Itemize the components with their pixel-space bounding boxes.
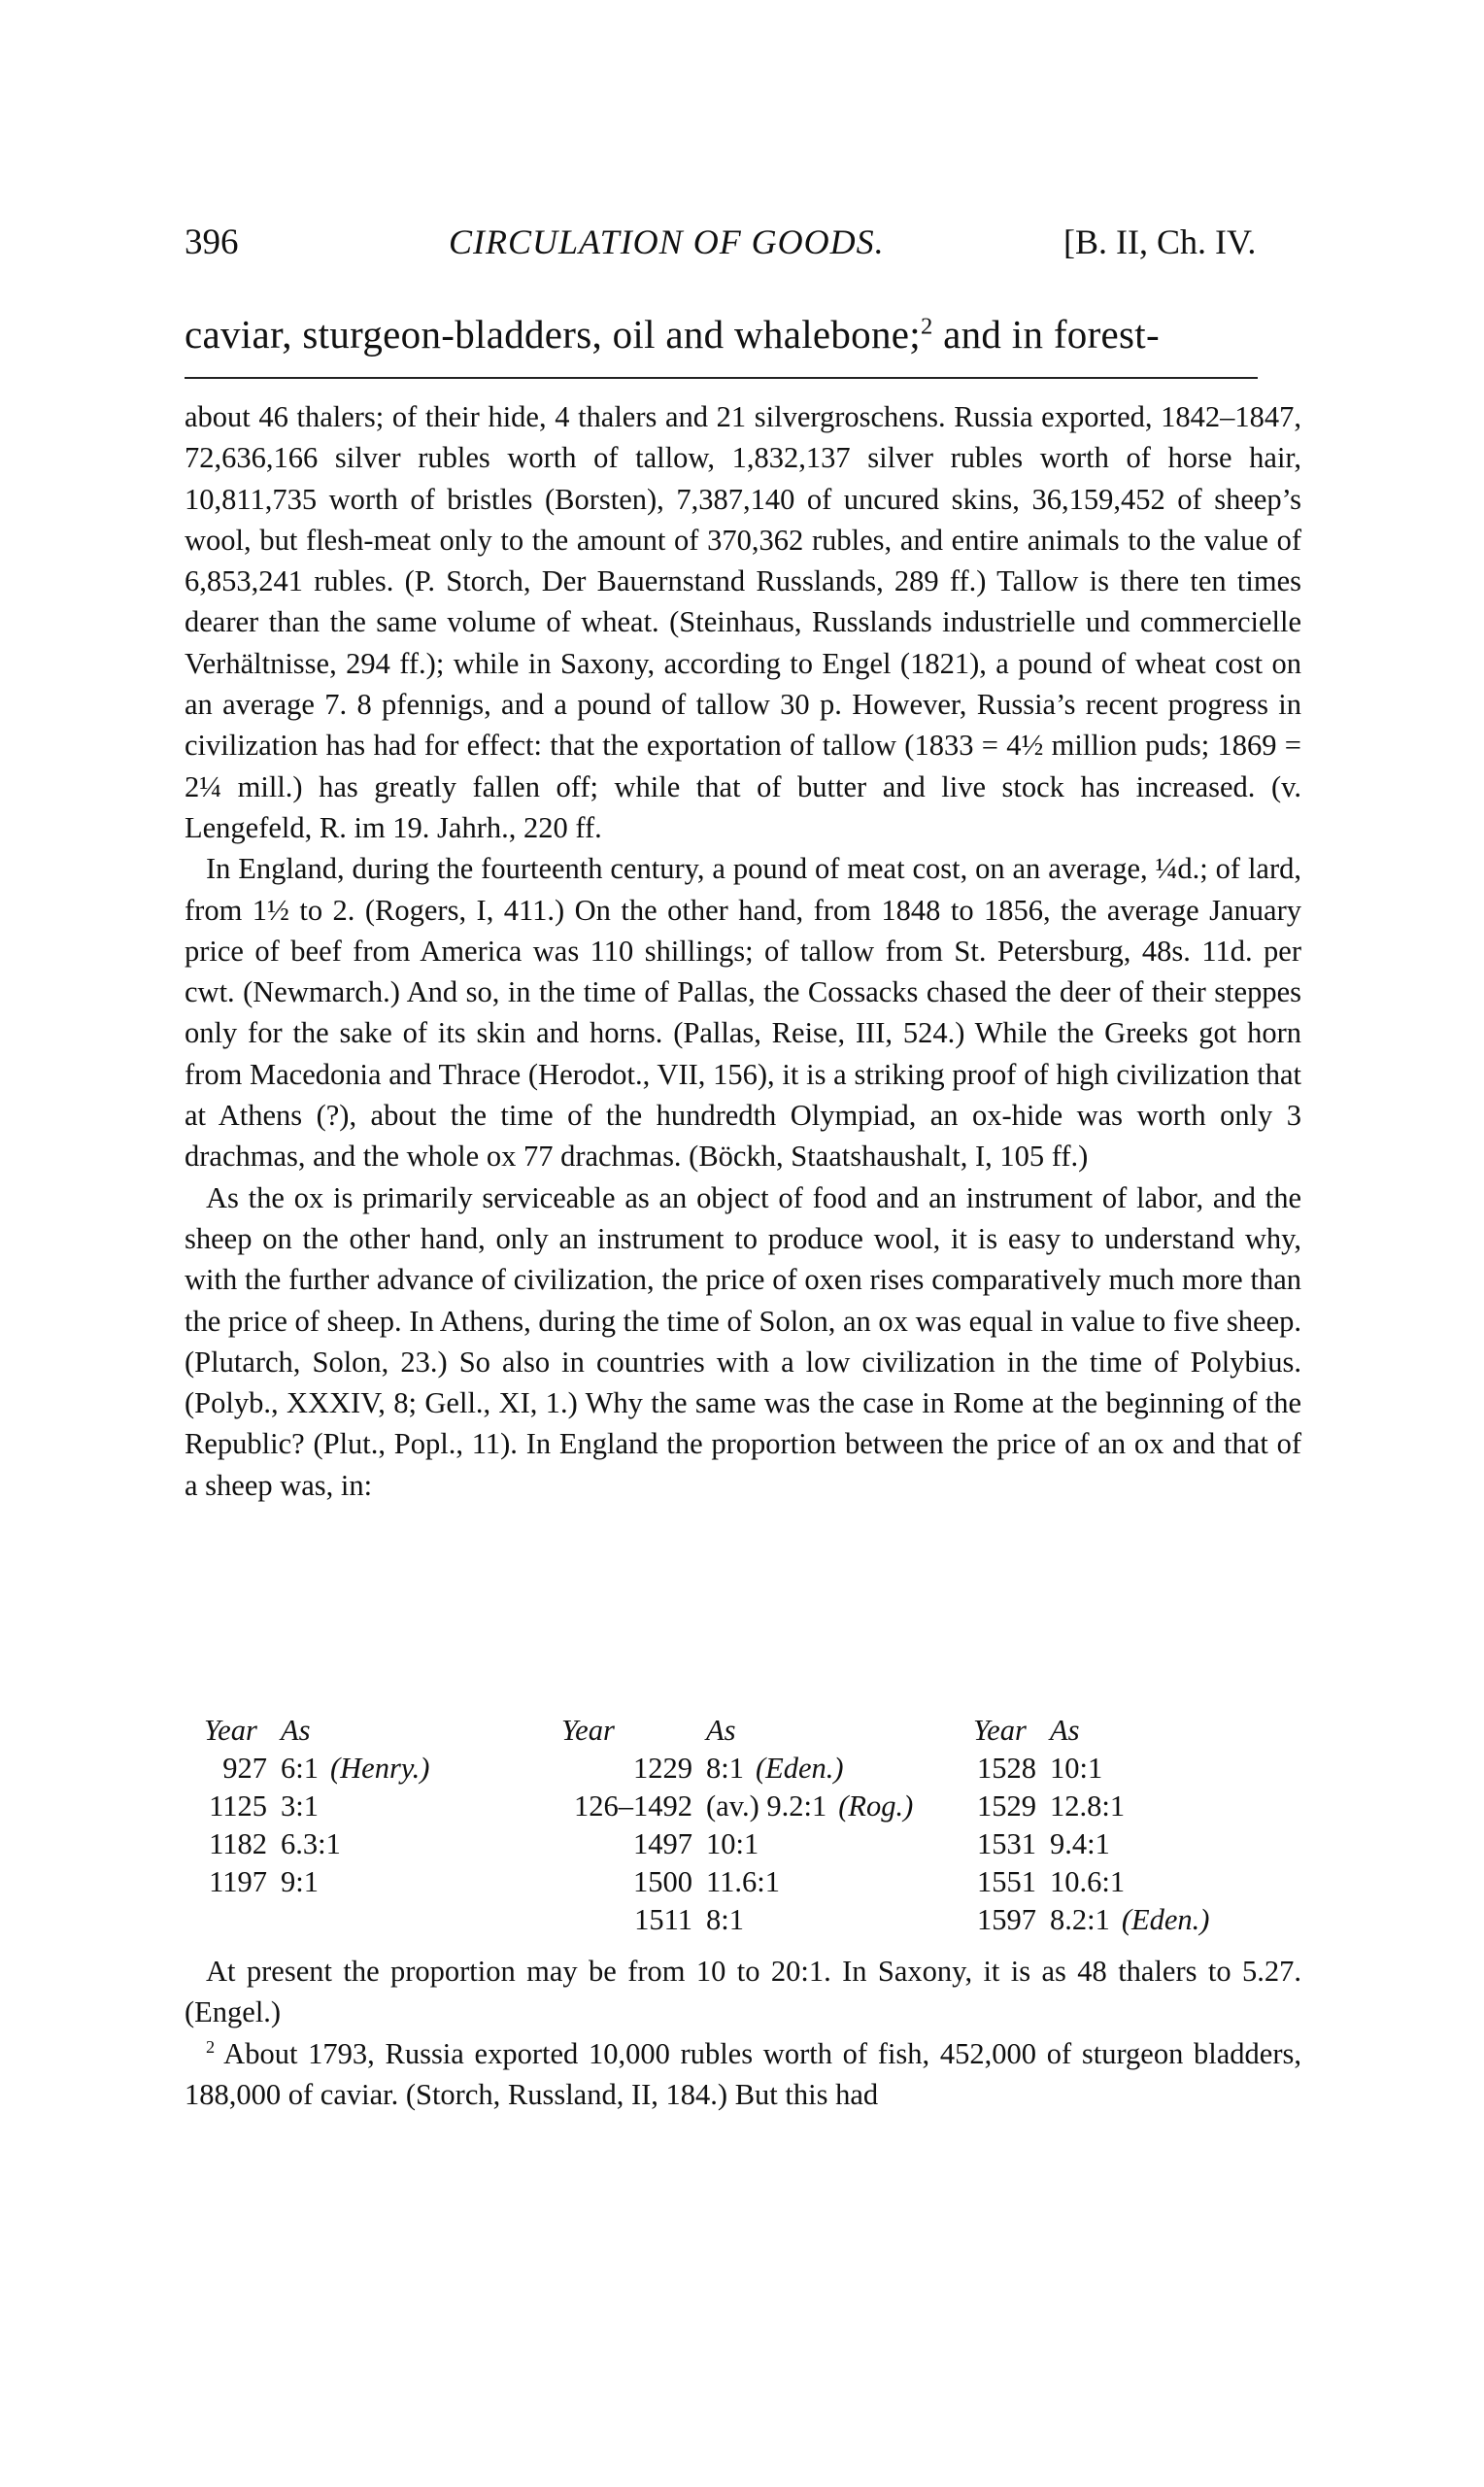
ratio-year: 1511: [634, 1903, 692, 1936]
ratio-column-2: [561, 1712, 913, 1939]
ratio-row: [561, 1901, 913, 1939]
footnote-paragraph-3: As the ox is primarily serviceable as an object of food and an instrument of labor, and the sheep on the other hand, only an instrument to produce wool, it is easy to understand why, with the further advance of civilization, the price of oxen rises comparatively much more than the price of sheep. In Athens, during the time of Solon, an ox was equal in value to five sheep. (Plutarch, Solon, 23.) So also in countries with a low civilization in the time of Polybius. (Polyb., XXXIV, 8; Gell., XI, 1.) Why the same was the case in Rome at the beginning of the Republic? (Plut., Popl., 11). In England the proportion between the price of an ox and that of a sheep was, in:: [185, 1180, 1301, 1502]
ratio-column-header: [204, 1712, 429, 1750]
ratio-value: 8.2:1: [1050, 1903, 1110, 1936]
ratio-value: 11.6:1: [706, 1865, 780, 1898]
ratio-value: 8:1: [706, 1903, 744, 1936]
running-header: [185, 221, 1301, 272]
year-header: Year: [204, 1714, 257, 1747]
ox-sheep-ratio-table: [204, 1712, 1301, 1945]
ratio-row: [204, 1750, 429, 1788]
year-header: Year: [973, 1714, 1027, 1747]
as-header: As: [281, 1714, 311, 1747]
ratio-row: [204, 1788, 429, 1825]
ratio-column-header: [973, 1712, 1209, 1750]
ratio-row: [973, 1863, 1209, 1901]
footnote-2-text: About 1793, Russia exported 10,000 rubles worth of fish, 452,000 of sturgeon bladders, 188,000 of caviar. (Storch, Russland, II, 184.) But this had: [185, 2036, 1301, 2111]
ratio-row: [561, 1788, 913, 1825]
ratio-value: (av.) 9.2:1: [706, 1789, 827, 1823]
footnote-2-marker: 2: [206, 2036, 216, 2057]
ratio-year: 1531: [977, 1827, 1036, 1860]
ratio-value: 10:1: [706, 1827, 759, 1860]
ratio-year: 1197: [209, 1865, 267, 1898]
footnotes-block: [185, 396, 1301, 1506]
ratio-year: 1497: [633, 1827, 692, 1860]
ratio-row: [973, 1901, 1209, 1939]
ratio-year: 1125: [209, 1789, 267, 1823]
ratio-value: 3:1: [281, 1789, 319, 1823]
footnote-paragraph-2: In England, during the fourteenth century, a pound of meat cost, on an average, ¼d.; of lard, from 1½ to 2. (Rogers, I, 411.) On the other hand, from 1848 to 1856, the average January price of beef from America was 110 shillings; of tallow from St. Petersburg, 48s. 11d. per cwt. (Newmarch.) And so, in the time of Pallas, the Cossacks chased the deer of their steppes only for the sake of its skin and horns. (Pallas, Reise, III, 524.) While the Greeks got horn from Macedonia and Thrace (Herodot., VII, 156), it is a striking proof of high civilization that at Athens (?), about the time of the hundredth Olympiad, an ox-hide was worth only 3 drachmas, and the whole ox 77 drachmas. (Böckh, Staatshaushalt, I, 105 ff.): [185, 852, 1301, 1174]
ratio-year: 1182: [209, 1827, 267, 1860]
ratio-row: [973, 1788, 1209, 1825]
year-header: Year: [561, 1714, 615, 1747]
chapter-reference: [B. II, Ch. IV.: [1063, 222, 1257, 261]
ratio-value: 10.6:1: [1050, 1865, 1126, 1898]
ratio-row: [204, 1825, 429, 1863]
ratio-year: 927: [222, 1752, 267, 1785]
ratio-value: 8:1: [706, 1752, 744, 1785]
footnote-rule: [185, 377, 1258, 379]
ratio-row: [561, 1750, 913, 1788]
ratio-year: 1528: [977, 1752, 1036, 1785]
ratio-row: [973, 1750, 1209, 1788]
ratio-column-3: [973, 1712, 1209, 1939]
footnote-paragraph-4: At present the proportion may be from 10 to 20:1. In Saxony, it is as 48 thalers to 5.27. (Engel.): [185, 1955, 1301, 2029]
page-number: 396: [185, 222, 239, 262]
ratio-column-1: [204, 1712, 429, 1901]
ratio-year: 1551: [977, 1865, 1036, 1898]
as-header: As: [1050, 1714, 1080, 1747]
running-title: CIRCULATION OF GOODS.: [449, 222, 885, 261]
main-text-end: and in forest-: [932, 312, 1160, 357]
footnotes-continued: [185, 1951, 1301, 2115]
footnote-paragraph-1: about 46 thalers; of their hide, 4 thalers and 21 silvergroschens. Russia exported, 1842–1847, 72,636,166 silver rubles worth of tallow, 1,832,137 silver rubles worth of horse hair, 10,811,735 worth of bristles (Borsten), 7,387,140 of uncured skins, 36,159,452 of sheep’s wool, but flesh-meat only to the amount of 370,362 rubles, and entire animals to the value of 6,853,241 rubles. (P. Storch, Der Bauernstand Russlands, 289 ff.) Tallow is there ten times dearer than the same volume of wheat. (Steinhaus, Russlands industrielle und commercielle Verhältnisse, 294 ff.); while in Saxony, according to Engel (1821), a pound of wheat cost on an average 7. 8 pfennigs, and a pound of tallow 30 p. However, Russia’s recent progress in civilization has had for effect: that the exportation of tallow (1833 = 4½ million puds; 1869 = 2¼ mill.) has greatly fallen off; while that of butter and live stock has increased. (v. Lengefeld, R. im 19. Jahrh., 220 ff.: [185, 400, 1301, 844]
ratio-source: (Eden.): [1121, 1903, 1210, 1936]
ratio-year: 1500: [633, 1865, 692, 1898]
ratio-value: 9:1: [281, 1865, 319, 1898]
main-text: caviar, sturgeon-bladders, oil and whalebone;: [185, 312, 921, 357]
ratio-value: 9.4:1: [1050, 1827, 1110, 1860]
ratio-source: (Eden.): [755, 1752, 844, 1785]
ratio-year: 1529: [977, 1789, 1036, 1823]
ratio-source: (Henry.): [329, 1752, 430, 1785]
ratio-year: 1597: [977, 1903, 1036, 1936]
ratio-row: [561, 1863, 913, 1901]
ratio-value: 6.3:1: [281, 1827, 341, 1860]
ratio-value: 6:1: [281, 1752, 319, 1785]
ratio-source: (Rog.): [838, 1789, 914, 1823]
ratio-value: 10:1: [1050, 1752, 1103, 1785]
main-text-line: [185, 309, 1301, 359]
ratio-row: [561, 1825, 913, 1863]
ratio-row: [973, 1825, 1209, 1863]
ratio-column-header: [561, 1712, 913, 1750]
as-header: As: [706, 1714, 736, 1747]
footnote-2: [185, 2033, 1301, 2116]
ratio-year: 1229: [633, 1752, 692, 1785]
ratio-year: 126–1492: [574, 1789, 692, 1823]
footnote-marker: 2: [920, 313, 933, 340]
ratio-row: [204, 1863, 429, 1901]
ratio-value: 12.8:1: [1050, 1789, 1126, 1823]
